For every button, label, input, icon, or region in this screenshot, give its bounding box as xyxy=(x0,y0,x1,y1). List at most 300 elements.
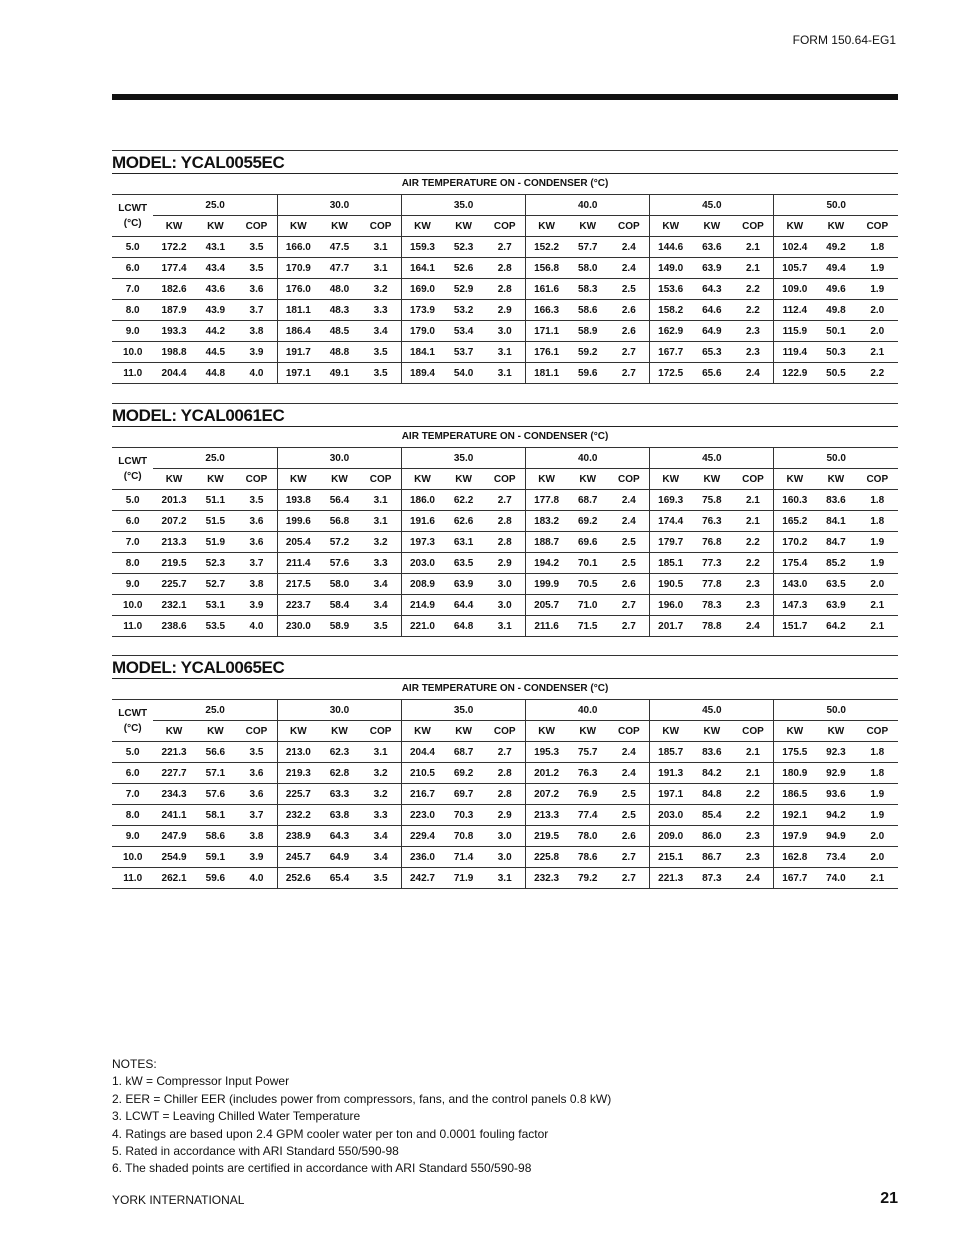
value-cell: 2.6 xyxy=(608,300,649,321)
lcwt-cell: 7.0 xyxy=(112,532,153,553)
value-cell: 70.1 xyxy=(567,553,608,574)
value-cell: 2.7 xyxy=(608,595,649,616)
footer-company: YORK INTERNATIONAL xyxy=(112,1193,245,1207)
value-cell: 63.6 xyxy=(691,237,732,258)
air-temp-group-header: 30.0 xyxy=(277,448,401,469)
value-cell: 78.8 xyxy=(691,616,732,637)
unit-header: COP xyxy=(360,216,401,237)
value-cell: 179.7 xyxy=(650,532,691,553)
value-cell: 203.0 xyxy=(650,805,691,826)
value-cell: 52.7 xyxy=(195,574,236,595)
unit-header: KW xyxy=(526,469,567,490)
value-cell: 57.2 xyxy=(319,532,360,553)
value-cell: 58.3 xyxy=(567,279,608,300)
value-cell: 172.2 xyxy=(153,237,194,258)
unit-header: KW xyxy=(195,721,236,742)
value-cell: 53.1 xyxy=(195,595,236,616)
value-cell: 204.4 xyxy=(402,742,443,763)
value-cell: 216.7 xyxy=(402,784,443,805)
value-cell: 3.5 xyxy=(236,490,277,511)
value-cell: 3.6 xyxy=(236,532,277,553)
value-cell: 58.1 xyxy=(195,805,236,826)
value-cell: 173.9 xyxy=(402,300,443,321)
unit-header: KW xyxy=(774,721,815,742)
unit-header: KW xyxy=(153,721,194,742)
lcwt-header xyxy=(112,700,153,742)
value-cell: 56.6 xyxy=(195,742,236,763)
lcwt-cell: 11.0 xyxy=(112,616,153,637)
lcwt-cell: 11.0 xyxy=(112,868,153,889)
value-cell: 4.0 xyxy=(236,616,277,637)
value-cell: 158.2 xyxy=(650,300,691,321)
unit-header: COP xyxy=(732,469,773,490)
lcwt-cell: 9.0 xyxy=(112,321,153,342)
value-cell: 232.2 xyxy=(277,805,318,826)
value-cell: 188.7 xyxy=(526,532,567,553)
lcwt-cell: 10.0 xyxy=(112,342,153,363)
value-cell: 175.4 xyxy=(774,553,815,574)
value-cell: 76.8 xyxy=(691,532,732,553)
unit-header: KW xyxy=(567,469,608,490)
value-cell: 2.2 xyxy=(732,553,773,574)
value-cell: 2.1 xyxy=(732,742,773,763)
value-cell: 64.8 xyxy=(443,616,484,637)
value-cell: 2.7 xyxy=(608,363,649,384)
unit-header: KW xyxy=(774,469,815,490)
value-cell: 2.7 xyxy=(484,237,525,258)
value-cell: 2.7 xyxy=(608,847,649,868)
value-cell: 58.4 xyxy=(319,595,360,616)
value-cell: 2.3 xyxy=(732,342,773,363)
table-row xyxy=(112,784,898,805)
value-cell: 44.5 xyxy=(195,342,236,363)
value-cell: 2.3 xyxy=(732,595,773,616)
value-cell: 213.3 xyxy=(526,805,567,826)
value-cell: 3.9 xyxy=(236,595,277,616)
value-cell: 170.2 xyxy=(774,532,815,553)
air-temp-group-header: 25.0 xyxy=(153,195,277,216)
value-cell: 252.6 xyxy=(277,868,318,889)
unit-header: KW xyxy=(402,721,443,742)
air-temp-header: AIR TEMPERATURE ON - CONDENSER (°C) xyxy=(112,427,898,448)
value-cell: 70.3 xyxy=(443,805,484,826)
value-cell: 160.3 xyxy=(774,490,815,511)
value-cell: 47.7 xyxy=(319,258,360,279)
table-row xyxy=(112,742,898,763)
value-cell: 3.5 xyxy=(360,342,401,363)
value-cell: 167.7 xyxy=(774,868,815,889)
value-cell: 77.3 xyxy=(691,553,732,574)
value-cell: 2.9 xyxy=(484,553,525,574)
value-cell: 49.2 xyxy=(815,237,856,258)
value-cell: 2.8 xyxy=(484,258,525,279)
value-cell: 2.5 xyxy=(608,532,649,553)
air-temp-group-header: 35.0 xyxy=(402,448,526,469)
value-cell: 43.1 xyxy=(195,237,236,258)
value-cell: 75.7 xyxy=(567,742,608,763)
value-cell: 199.9 xyxy=(526,574,567,595)
value-cell: 79.2 xyxy=(567,868,608,889)
unit-header: KW xyxy=(195,216,236,237)
value-cell: 78.0 xyxy=(567,826,608,847)
value-cell: 51.5 xyxy=(195,511,236,532)
value-cell: 170.9 xyxy=(277,258,318,279)
value-cell: 2.1 xyxy=(732,511,773,532)
value-cell: 78.6 xyxy=(567,847,608,868)
value-cell: 153.6 xyxy=(650,279,691,300)
value-cell: 63.8 xyxy=(319,805,360,826)
value-cell: 221.3 xyxy=(153,742,194,763)
value-cell: 197.1 xyxy=(650,784,691,805)
value-cell: 50.1 xyxy=(815,321,856,342)
air-temp-header: AIR TEMPERATURE ON - CONDENSER (°C) xyxy=(112,174,898,195)
value-cell: 185.7 xyxy=(650,742,691,763)
value-cell: 3.6 xyxy=(236,784,277,805)
value-cell: 73.4 xyxy=(815,847,856,868)
unit-header: COP xyxy=(857,469,898,490)
value-cell: 2.5 xyxy=(608,784,649,805)
value-cell: 71.9 xyxy=(443,868,484,889)
lcwt-cell: 11.0 xyxy=(112,363,153,384)
lcwt-cell: 6.0 xyxy=(112,511,153,532)
value-cell: 254.9 xyxy=(153,847,194,868)
value-cell: 245.7 xyxy=(277,847,318,868)
value-cell: 2.1 xyxy=(857,616,898,637)
value-cell: 2.7 xyxy=(608,342,649,363)
value-cell: 3.4 xyxy=(360,595,401,616)
value-cell: 201.2 xyxy=(526,763,567,784)
value-cell: 171.1 xyxy=(526,321,567,342)
value-cell: 3.0 xyxy=(484,826,525,847)
value-cell: 2.3 xyxy=(732,574,773,595)
value-cell: 69.7 xyxy=(443,784,484,805)
value-cell: 64.2 xyxy=(815,616,856,637)
value-cell: 2.2 xyxy=(732,532,773,553)
value-cell: 83.6 xyxy=(691,742,732,763)
value-cell: 1.8 xyxy=(857,742,898,763)
value-cell: 57.7 xyxy=(567,237,608,258)
value-cell: 63.9 xyxy=(443,574,484,595)
value-cell: 167.7 xyxy=(650,342,691,363)
value-cell: 59.1 xyxy=(195,847,236,868)
value-cell: 3.8 xyxy=(236,574,277,595)
value-cell: 225.7 xyxy=(277,784,318,805)
value-cell: 217.5 xyxy=(277,574,318,595)
value-cell: 2.8 xyxy=(484,279,525,300)
value-cell: 1.9 xyxy=(857,258,898,279)
value-cell: 219.3 xyxy=(277,763,318,784)
value-cell: 2.2 xyxy=(732,300,773,321)
value-cell: 2.0 xyxy=(857,574,898,595)
value-cell: 109.0 xyxy=(774,279,815,300)
value-cell: 182.6 xyxy=(153,279,194,300)
value-cell: 180.9 xyxy=(774,763,815,784)
unit-header: COP xyxy=(857,216,898,237)
value-cell: 207.2 xyxy=(526,784,567,805)
unit-header: COP xyxy=(484,469,525,490)
value-cell: 199.6 xyxy=(277,511,318,532)
value-cell: 219.5 xyxy=(153,553,194,574)
value-cell: 43.9 xyxy=(195,300,236,321)
value-cell: 70.8 xyxy=(443,826,484,847)
value-cell: 2.5 xyxy=(608,279,649,300)
value-cell: 65.3 xyxy=(691,342,732,363)
value-cell: 64.4 xyxy=(443,595,484,616)
value-cell: 52.3 xyxy=(195,553,236,574)
table-row xyxy=(112,321,898,342)
value-cell: 189.4 xyxy=(402,363,443,384)
value-cell: 234.3 xyxy=(153,784,194,805)
value-cell: 143.0 xyxy=(774,574,815,595)
value-cell: 52.3 xyxy=(443,237,484,258)
value-cell: 2.8 xyxy=(484,784,525,805)
unit-header: COP xyxy=(484,721,525,742)
value-cell: 203.0 xyxy=(402,553,443,574)
lcwt-unit: (°C) xyxy=(123,217,142,229)
value-cell: 3.4 xyxy=(360,321,401,342)
unit-header: COP xyxy=(360,721,401,742)
value-cell: 2.0 xyxy=(857,826,898,847)
value-cell: 51.9 xyxy=(195,532,236,553)
lcwt-cell: 8.0 xyxy=(112,553,153,574)
value-cell: 165.2 xyxy=(774,511,815,532)
value-cell: 3.4 xyxy=(360,847,401,868)
page-number: 21 xyxy=(880,1190,898,1207)
value-cell: 227.7 xyxy=(153,763,194,784)
value-cell: 198.8 xyxy=(153,342,194,363)
value-cell: 181.1 xyxy=(277,300,318,321)
value-cell: 185.1 xyxy=(650,553,691,574)
lcwt-label: LCWT xyxy=(118,707,148,719)
value-cell: 1.8 xyxy=(857,763,898,784)
table-row xyxy=(112,237,898,258)
value-cell: 238.6 xyxy=(153,616,194,637)
value-cell: 92.9 xyxy=(815,763,856,784)
model-title: MODEL: YCAL0055EC xyxy=(112,150,898,174)
value-cell: 86.0 xyxy=(691,826,732,847)
value-cell: 194.2 xyxy=(526,553,567,574)
value-cell: 53.7 xyxy=(443,342,484,363)
top-rule xyxy=(112,94,898,100)
value-cell: 3.3 xyxy=(360,300,401,321)
air-temp-group-header: 40.0 xyxy=(526,700,650,721)
air-temp-group-header: 45.0 xyxy=(650,700,774,721)
value-cell: 3.7 xyxy=(236,805,277,826)
notes-title: NOTES: xyxy=(112,1057,157,1071)
lcwt-cell: 8.0 xyxy=(112,300,153,321)
value-cell: 2.1 xyxy=(732,490,773,511)
value-cell: 177.4 xyxy=(153,258,194,279)
value-cell: 214.9 xyxy=(402,595,443,616)
unit-header: KW xyxy=(650,216,691,237)
unit-header: KW xyxy=(402,216,443,237)
value-cell: 164.1 xyxy=(402,258,443,279)
value-cell: 3.5 xyxy=(360,616,401,637)
value-cell: 71.4 xyxy=(443,847,484,868)
value-cell: 2.1 xyxy=(857,342,898,363)
unit-header: KW xyxy=(815,469,856,490)
value-cell: 195.3 xyxy=(526,742,567,763)
unit-header: KW xyxy=(153,216,194,237)
value-cell: 241.1 xyxy=(153,805,194,826)
lcwt-cell: 7.0 xyxy=(112,279,153,300)
air-temp-group-header: 50.0 xyxy=(774,700,898,721)
value-cell: 176.1 xyxy=(526,342,567,363)
value-cell: 2.9 xyxy=(484,300,525,321)
value-cell: 147.3 xyxy=(774,595,815,616)
unit-header: KW xyxy=(277,469,318,490)
lcwt-cell: 9.0 xyxy=(112,574,153,595)
note-item: 2. EER = Chiller EER (includes power from compressors, fans, and the control panels 0.8 kW) xyxy=(112,1091,612,1106)
value-cell: 83.6 xyxy=(815,490,856,511)
value-cell: 51.1 xyxy=(195,490,236,511)
unit-header: KW xyxy=(774,216,815,237)
value-cell: 53.5 xyxy=(195,616,236,637)
lcwt-cell: 5.0 xyxy=(112,490,153,511)
value-cell: 2.0 xyxy=(857,300,898,321)
unit-header: KW xyxy=(195,469,236,490)
value-cell: 3.5 xyxy=(236,742,277,763)
value-cell: 52.9 xyxy=(443,279,484,300)
value-cell: 201.3 xyxy=(153,490,194,511)
value-cell: 3.5 xyxy=(360,868,401,889)
value-cell: 68.7 xyxy=(443,742,484,763)
lcwt-unit: (°C) xyxy=(123,722,142,734)
lcwt-header xyxy=(112,195,153,237)
value-cell: 58.9 xyxy=(319,616,360,637)
value-cell: 64.9 xyxy=(691,321,732,342)
value-cell: 211.4 xyxy=(277,553,318,574)
value-cell: 219.5 xyxy=(526,826,567,847)
value-cell: 2.4 xyxy=(608,258,649,279)
note-item: 4. Ratings are based upon 2.4 GPM cooler water per ton and 0.0001 fouling factor xyxy=(112,1126,549,1141)
value-cell: 187.9 xyxy=(153,300,194,321)
value-cell: 208.9 xyxy=(402,574,443,595)
value-cell: 59.6 xyxy=(567,363,608,384)
value-cell: 152.2 xyxy=(526,237,567,258)
value-cell: 59.6 xyxy=(195,868,236,889)
value-cell: 176.0 xyxy=(277,279,318,300)
value-cell: 238.9 xyxy=(277,826,318,847)
air-temp-group-header: 30.0 xyxy=(277,195,401,216)
lcwt-cell: 5.0 xyxy=(112,742,153,763)
value-cell: 3.2 xyxy=(360,763,401,784)
value-cell: 53.2 xyxy=(443,300,484,321)
value-cell: 2.8 xyxy=(484,532,525,553)
unit-header: KW xyxy=(277,721,318,742)
value-cell: 54.0 xyxy=(443,363,484,384)
unit-header: KW xyxy=(277,216,318,237)
value-cell: 64.6 xyxy=(691,300,732,321)
unit-header: KW xyxy=(691,216,732,237)
value-cell: 204.4 xyxy=(153,363,194,384)
value-cell: 225.8 xyxy=(526,847,567,868)
value-cell: 2.3 xyxy=(732,847,773,868)
value-cell: 2.4 xyxy=(608,763,649,784)
value-cell: 44.2 xyxy=(195,321,236,342)
value-cell: 2.5 xyxy=(608,553,649,574)
value-cell: 2.4 xyxy=(732,868,773,889)
lcwt-label: LCWT xyxy=(118,455,148,467)
unit-header: COP xyxy=(236,216,277,237)
air-temp-group-header: 45.0 xyxy=(650,448,774,469)
value-cell: 63.9 xyxy=(815,595,856,616)
unit-header: KW xyxy=(526,216,567,237)
table-row xyxy=(112,595,898,616)
value-cell: 115.9 xyxy=(774,321,815,342)
air-temp-group-header: 30.0 xyxy=(277,700,401,721)
air-temp-group-header: 50.0 xyxy=(774,195,898,216)
value-cell: 2.2 xyxy=(732,279,773,300)
value-cell: 223.7 xyxy=(277,595,318,616)
value-cell: 229.4 xyxy=(402,826,443,847)
value-cell: 44.8 xyxy=(195,363,236,384)
value-cell: 64.3 xyxy=(319,826,360,847)
value-cell: 3.9 xyxy=(236,847,277,868)
value-cell: 210.5 xyxy=(402,763,443,784)
value-cell: 2.4 xyxy=(608,511,649,532)
value-cell: 84.1 xyxy=(815,511,856,532)
value-cell: 62.2 xyxy=(443,490,484,511)
unit-header: COP xyxy=(360,469,401,490)
value-cell: 2.1 xyxy=(732,258,773,279)
value-cell: 1.8 xyxy=(857,490,898,511)
value-cell: 58.0 xyxy=(319,574,360,595)
value-cell: 76.9 xyxy=(567,784,608,805)
value-cell: 223.0 xyxy=(402,805,443,826)
value-cell: 3.1 xyxy=(360,490,401,511)
value-cell: 2.6 xyxy=(608,321,649,342)
unit-header: COP xyxy=(484,216,525,237)
value-cell: 58.9 xyxy=(567,321,608,342)
value-cell: 174.4 xyxy=(650,511,691,532)
value-cell: 242.7 xyxy=(402,868,443,889)
value-cell: 3.5 xyxy=(360,363,401,384)
lcwt-header xyxy=(112,448,153,490)
unit-header: KW xyxy=(567,216,608,237)
value-cell: 2.0 xyxy=(857,847,898,868)
value-cell: 2.3 xyxy=(732,826,773,847)
note-item: 1. kW = Compressor Input Power xyxy=(112,1074,290,1089)
value-cell: 2.1 xyxy=(857,868,898,889)
value-cell: 186.0 xyxy=(402,490,443,511)
value-cell: 162.9 xyxy=(650,321,691,342)
value-cell: 4.0 xyxy=(236,363,277,384)
value-cell: 1.9 xyxy=(857,805,898,826)
value-cell: 3.7 xyxy=(236,553,277,574)
value-cell: 225.7 xyxy=(153,574,194,595)
notes xyxy=(112,1056,611,1178)
model-title: MODEL: YCAL0065EC xyxy=(112,655,898,679)
value-cell: 2.7 xyxy=(608,868,649,889)
value-cell: 2.7 xyxy=(484,490,525,511)
value-cell: 169.0 xyxy=(402,279,443,300)
value-cell: 159.3 xyxy=(402,237,443,258)
unit-header: COP xyxy=(236,721,277,742)
value-cell: 3.6 xyxy=(236,511,277,532)
value-cell: 197.1 xyxy=(277,363,318,384)
value-cell: 3.4 xyxy=(360,826,401,847)
value-cell: 3.5 xyxy=(236,237,277,258)
value-cell: 2.3 xyxy=(732,321,773,342)
value-cell: 2.1 xyxy=(732,237,773,258)
value-cell: 3.3 xyxy=(360,553,401,574)
value-cell: 58.6 xyxy=(567,300,608,321)
value-cell: 64.9 xyxy=(319,847,360,868)
table-row xyxy=(112,763,898,784)
unit-header: COP xyxy=(732,216,773,237)
value-cell: 191.6 xyxy=(402,511,443,532)
